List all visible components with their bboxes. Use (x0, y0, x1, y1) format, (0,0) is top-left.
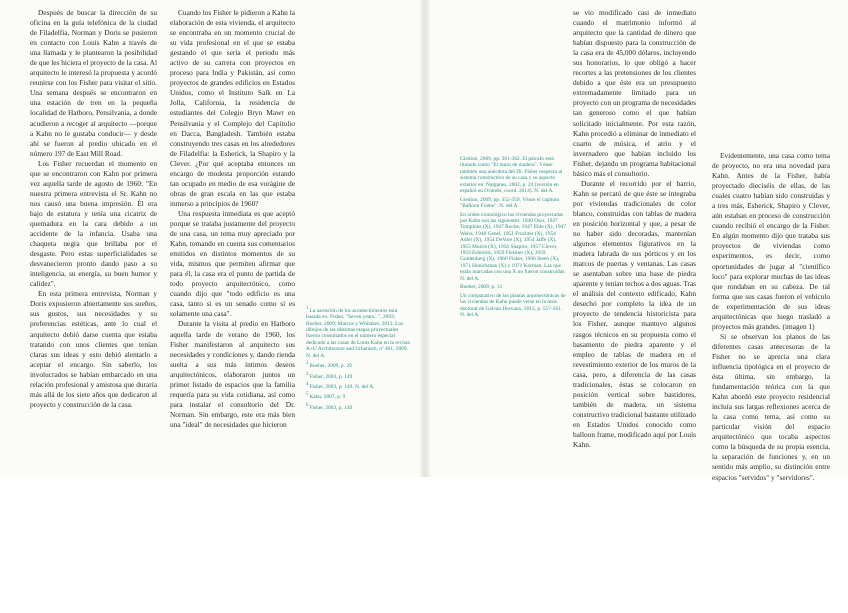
footnote: 5Kahn, 2007, p. 9 (306, 392, 346, 401)
paragraph: En esta primera entrevista, Norman y Doris expusieron abiertamente sus sueños, sus gustos, sus necesidades y su preferencias estéticas, ante lo cual el arquitecto debió darse cuenta que estaba tratando con unos clientes que tenían claras sus ideas y esto debió alentarlo a aceptar el encargo. Sin saberlo, los involucrados se habían embarcado en una relación profesional y amistosa que duraría más allá de los siete años que dedicaron al proyecto y construcción de la casa. (30, 289, 157, 409)
paragraph: Después de buscar la dirección de su oficina en la guía telefónica de la ciudad de Filadelfia, Norman y Doris se pusieron en contacto con Louis Kahn a través de una llamada y le plantearon la posibilidad de que les hiciera el proyecto de la casa. Al arquitecto le interesó la propuesta y acordó reunirse con los Fisher para visitar el sitio. Una semana después se encontraron en una estación de tren en la pequeña localidad de Hatboro, Pensilvania, a donde acudieron a recoger al arquitecto —porque a Kahn no le gustaba conducir— y desde ahí se fueron al predio ubicado en el número 197 de East Mill Road. (30, 8, 157, 158)
footnote: 4Fisher, 2003, p. 149. N. del A. (306, 382, 375, 390)
footnotes-right (460, 156, 568, 466)
paragraph: Los Fisher recuerdan el momento en que se encontraron con Kahn por primera vez aquella tarde de agosto de 1960: "En nuestra primera entrevista el Sr. Kahn no nos causó una buena impresión. Él era bajo de estatura y tenía una cicatriz de quemadura en la cara debido a un accidente de la infancia. Usaba una chaqueta negra que brillaba por el desgaste. Pero estas superficialidades se desvanecieron pronto dando paso a su inteligencia, su energía, su buen humor y calidez". (30, 158, 157, 289)
footnote: 2Boeher, 2009, p. 29 (306, 361, 352, 370)
right-column-2 (712, 151, 830, 613)
footnote: 6Fisher, 2003, p. 149 (306, 402, 353, 411)
footnote: Giedion, 2009, pp. 352-359. Véase el capítulo "Balloon Frame". N. del A. (460, 196, 560, 210)
paragraph: se vio modificado casi de inmediato cuando el matrimonio informó al arquitecto que la cantidad de dinero que habían dispuesto para la construcción de la casa era de 45,000 dólares, incluyendo sus honorarios, lo que obligó a hacer recortes a las pretensiones de los clientes debido a que éste era un presupuesto extremadamente limitado para un proyecto con un programa de necesidades tan generoso como el que habían solicitado inicialmente. Por esta razón, Kahn procedió a eliminar de inmediato el cuarto de música, el atrio y el invernadero que habían incluido los Fisher, dejando un programa habitacional básico más el consultorio. (573, 8, 696, 178)
footnote: 3Fisher, 2003, p. 149 (306, 371, 353, 380)
right-column-1 (573, 8, 696, 470)
footnote: En orden cronológico las viviendas proyectadas por Kahn son las siguientes: 1940 Oser, 1947 Tompkins (X), 1947 Roche, 1947 Ehle (X), 1947 Weiss, 1948 Genel, 1951 Fruchter (X), 1954 Adler (X), 1954 DeVore (X), 1954 Jaffe (X), 1955 Morris (X), 1956 Shapiro, 1957 Clever, 1959 Esherick, 1959 Fleisher (X), 1959 Goldenberg (X), 1960 Fisher, 1966 Steen (X), 1971 Honickman (X) y 1971 Korman. Las que están marcadas con una X no fueron construidas. N. del A. (460, 211, 566, 282)
footnote: Giedion, 2009, pp. 361-362. El párrafo está titulado como "El muro de madera". Véase también una anécdota del Dr. Fisher respecto al sistema constructivo de su casa y su aspecto exterior en: Narganes, 2002, p. 24 (versión en español en Ovando, coord. 2014). N. del A. (460, 156, 563, 195)
paragraph: Durante la visita al predio en Hatboro aquella tarde de verano de 1960, los Fisher manifestaron al arquitecto sus necesidades y condiciones y, dando rienda suelta a sus más íntimos deseos arquitectónicos, elaboraron juntos un primer listado de espacios que la familia requería para su vida cotidiana, así como para instalar el consultorio del Dr. Norman. Sin embargo, este era más bien una "ideal" de necesidades que hicieron (170, 319, 295, 429)
footnotes-left (306, 306, 410, 466)
paragraph: Cuando los Fisher le pidieron a Kahn la elaboración de esta vivienda, el arquitecto se encontraba en un momento crucial de su vida profesional en el que se estaba gestando el que sería el periodo más activo de su carrera con proyectos en proceso para India y Pakistán, así como proyectos de grandes edificios en Estados Unidos, como el Instituto Salk en La Jolla, California, la residencia de estudiantes del Colegio Bryn Mawr en Pensilvania y el Complejo del Capitolio en Dacca, Bangladesh. También estaba construyendo tres casas en los alrededores de Filadelfia: la Esherick, la Shapiro y la Clever. ¿Por qué aceptaba entonces un encargo de modesta proporción estando tan ocupado en medio de esa vorágine de obras de gran escala en las que estaba inmerso a principios de 1960? (170, 8, 295, 208)
footnote: Un comparativo de las plantas arquitectónicas de las viviendas de Kahn puede verse en la tesis doctoral de Galván Desvaux, 2012, p. 557-561. N. del A. (460, 292, 566, 319)
book-gutter (420, 0, 430, 477)
left-column-1 (30, 8, 157, 470)
paragraph: Una respuesta inmediata es que aceptó porque se trataba justamente del proyecto de una casa, un tema muy apreciado por Kahn, tomando en cuenta sus comentarios emitidos en distintos momentos de su vida, mismos que permiten afirmar que para él, la casa era el punto de partida de todo proyecto arquitectónico, como cuando dijo que "todo edificio es una casa, tanto si es un senado como si es solamente una casa". (170, 208, 295, 319)
paragraph: Durante el recorrido por el barrio, Kahn se percató de que éste se integraba por viviendas tradicionales de color blanco, construidas con tablas de madera en posición horizontal y que, a pesar de no haber sido decoradas, mantenían algunos elementos figurativos en la madera labrada de sus pórticos y en los marcos de puertas y ventanas. Las casas se asentaban sobre una base de piedra aparente y tenían techos a dos aguas. Tras el análisis del contexto edificado, Kahn desechó por completo la idea de un proyecto de tendencia historicista para los Fisher, aunque mantuvo algunos rasgos técnicos en su propuesta como el basamento de piedra aparente y el empleo de tablas de madera en el revestimiento exterior de los muros de la casa, pero, a diferencia de las casas tradicionales, éstas se colocaron en posición vertical sobre bastidores, también de madera, un sistema constructivo tradicional bastante utilizado en Estados Unidos conocido como balloon frame, modificado aquí por Louis Kahn. (573, 178, 696, 450)
left-column-2 (170, 8, 295, 470)
footnote: 1La narración de los acontecimientos está basada en: Fisher, "Seven years...", 2003; Boeher, 2009; Marcus y Whitaker, 2013. Los dibujos de las distintas etapas proyectuales fueron consultados en el número especial dedicado a las casas de Louis Kahn en la revista A+U Architecture and Urbanism, nº 461, 2009. N. del A. (306, 306, 410, 359)
paragraph: Si se observan los planos de las diferentes casas antecesoras de la Fisher no se aprecia una clara influencia tipológica en el proyecto de ésta última, sin embargo, la fundamentación teórica con la que Kahn abordó este proyecto residencial incluía sus largas reflexiones acerca de la casa como tema, así como su particular visión del espacio arquitectónico que tocaba aspectos como la búsqueda de su propia esencia, la separación de funciones y, en un sentido más amplio, su distinción entre espacios "servidos" y "servidores". (712, 331, 830, 482)
paragraph: Evidentemente, una casa como tema de proyecto, no era una novedad para Kahn. Antes de la Fisher, había proyectado dieciséis de ellas, de las cuales cuatro habían sido construidas y a tres más, Esherick, Shapiro y Clever, aún estaban en proceso de construcción cuando recibió el encargo de la Fisher. En algún momento dijo que trataba sus proyectos de viviendas como experimentos, es decir, como oportunidades de jugar al "científico loco" para explorar muchas de las ideas que rondaban en su cabeza. De tal forma que sus casas fueron el vehículo de experimentación de sus ideas arquitectónicas que luego trasladó a proyectos más grandes. (imagen 1) (712, 151, 830, 331)
footnote: Boeher, 2009, p. 31 (460, 284, 503, 291)
